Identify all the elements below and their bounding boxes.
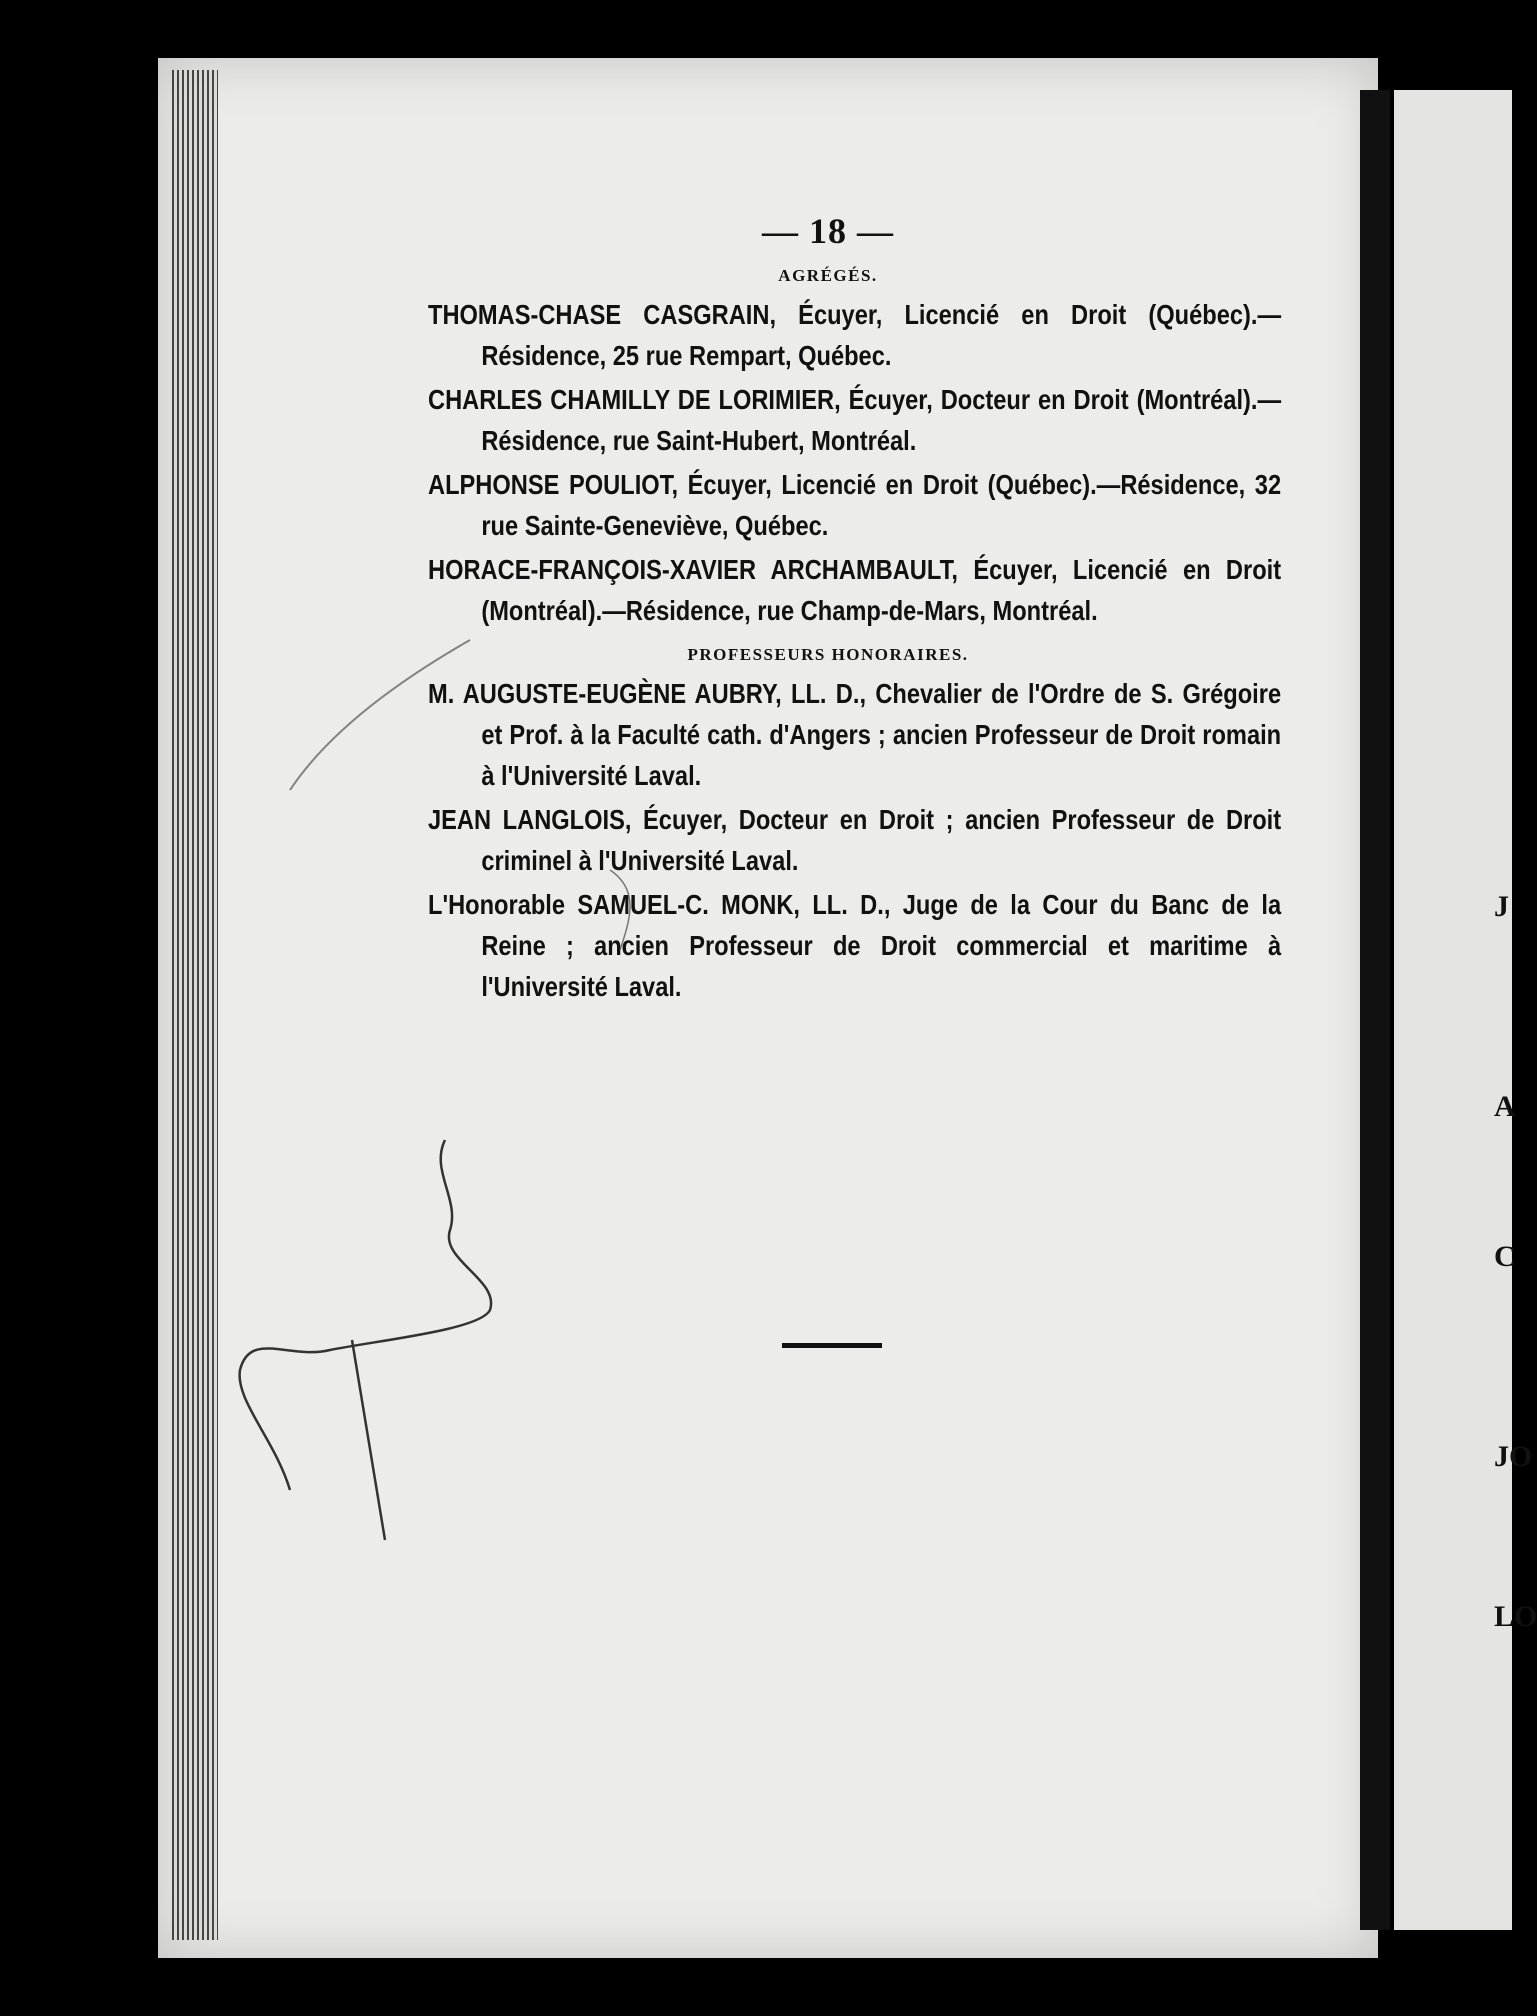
entry: CHARLES CHAMILLY DE LORIMIER, Écuyer, Docteur en Droit (Montréal).—Résidence, rue Saint-Hubert, Montréal. bbox=[428, 384, 1282, 456]
section-heading-agreges: AGRÉGÉS. bbox=[778, 266, 878, 285]
entry: JEAN LANGLOIS, Écuyer, Docteur en Droit ; ancien Professeur de Droit criminel à l'Université Laval. bbox=[428, 804, 1282, 876]
show-through-text bbox=[300, 1000, 1260, 1830]
entry: THOMAS-CHASE CASGRAIN, Écuyer, Licencié en Droit (Québec).—Résidence, 25 rue Rempart, Québec. bbox=[428, 299, 1282, 371]
edge-letter: J bbox=[1494, 890, 1509, 923]
entry: ALPHONSE POULIOT, Écuyer, Licencié en Droit (Québec).—Résidence, 32 rue Sainte-Geneviève, Québec. bbox=[428, 469, 1282, 541]
edge-letter: JO bbox=[1494, 1440, 1533, 1473]
entry: M. AUGUSTE-EUGÈNE AUBRY, LL. D., Chevalier de l'Ordre de S. Grégoire et Prof. à la Faculté cath. d'Angers ; ancien Professeur de Droit romain à l'Université Laval. bbox=[428, 678, 1282, 791]
adjacent-page bbox=[1394, 90, 1537, 1930]
page-content bbox=[428, 200, 1282, 1010]
edge-letter: LO bbox=[1494, 1600, 1537, 1633]
gutter-shadow bbox=[1360, 90, 1390, 1930]
edge-letter: C bbox=[1494, 1240, 1516, 1273]
page-number: — 18 — bbox=[762, 211, 894, 251]
closing-rule bbox=[782, 1343, 882, 1348]
entry: L'Honorable SAMUEL-C. MONK, LL. D., Juge de la Cour du Banc de la Reine ; ancien Professeur de Droit commercial et maritime à l'Université Laval. bbox=[428, 889, 1282, 1002]
edge-letter: A bbox=[1494, 1090, 1516, 1123]
section-heading-professeurs-honoraires: PROFESSEURS HONORAIRES. bbox=[687, 645, 969, 664]
entry: HORACE-FRANÇOIS-XAVIER ARCHAMBAULT, Écuyer, Licencié en Droit (Montréal).—Résidence, rue Champ-de-Mars, Montréal. bbox=[428, 554, 1282, 626]
page-edges bbox=[172, 70, 218, 1940]
